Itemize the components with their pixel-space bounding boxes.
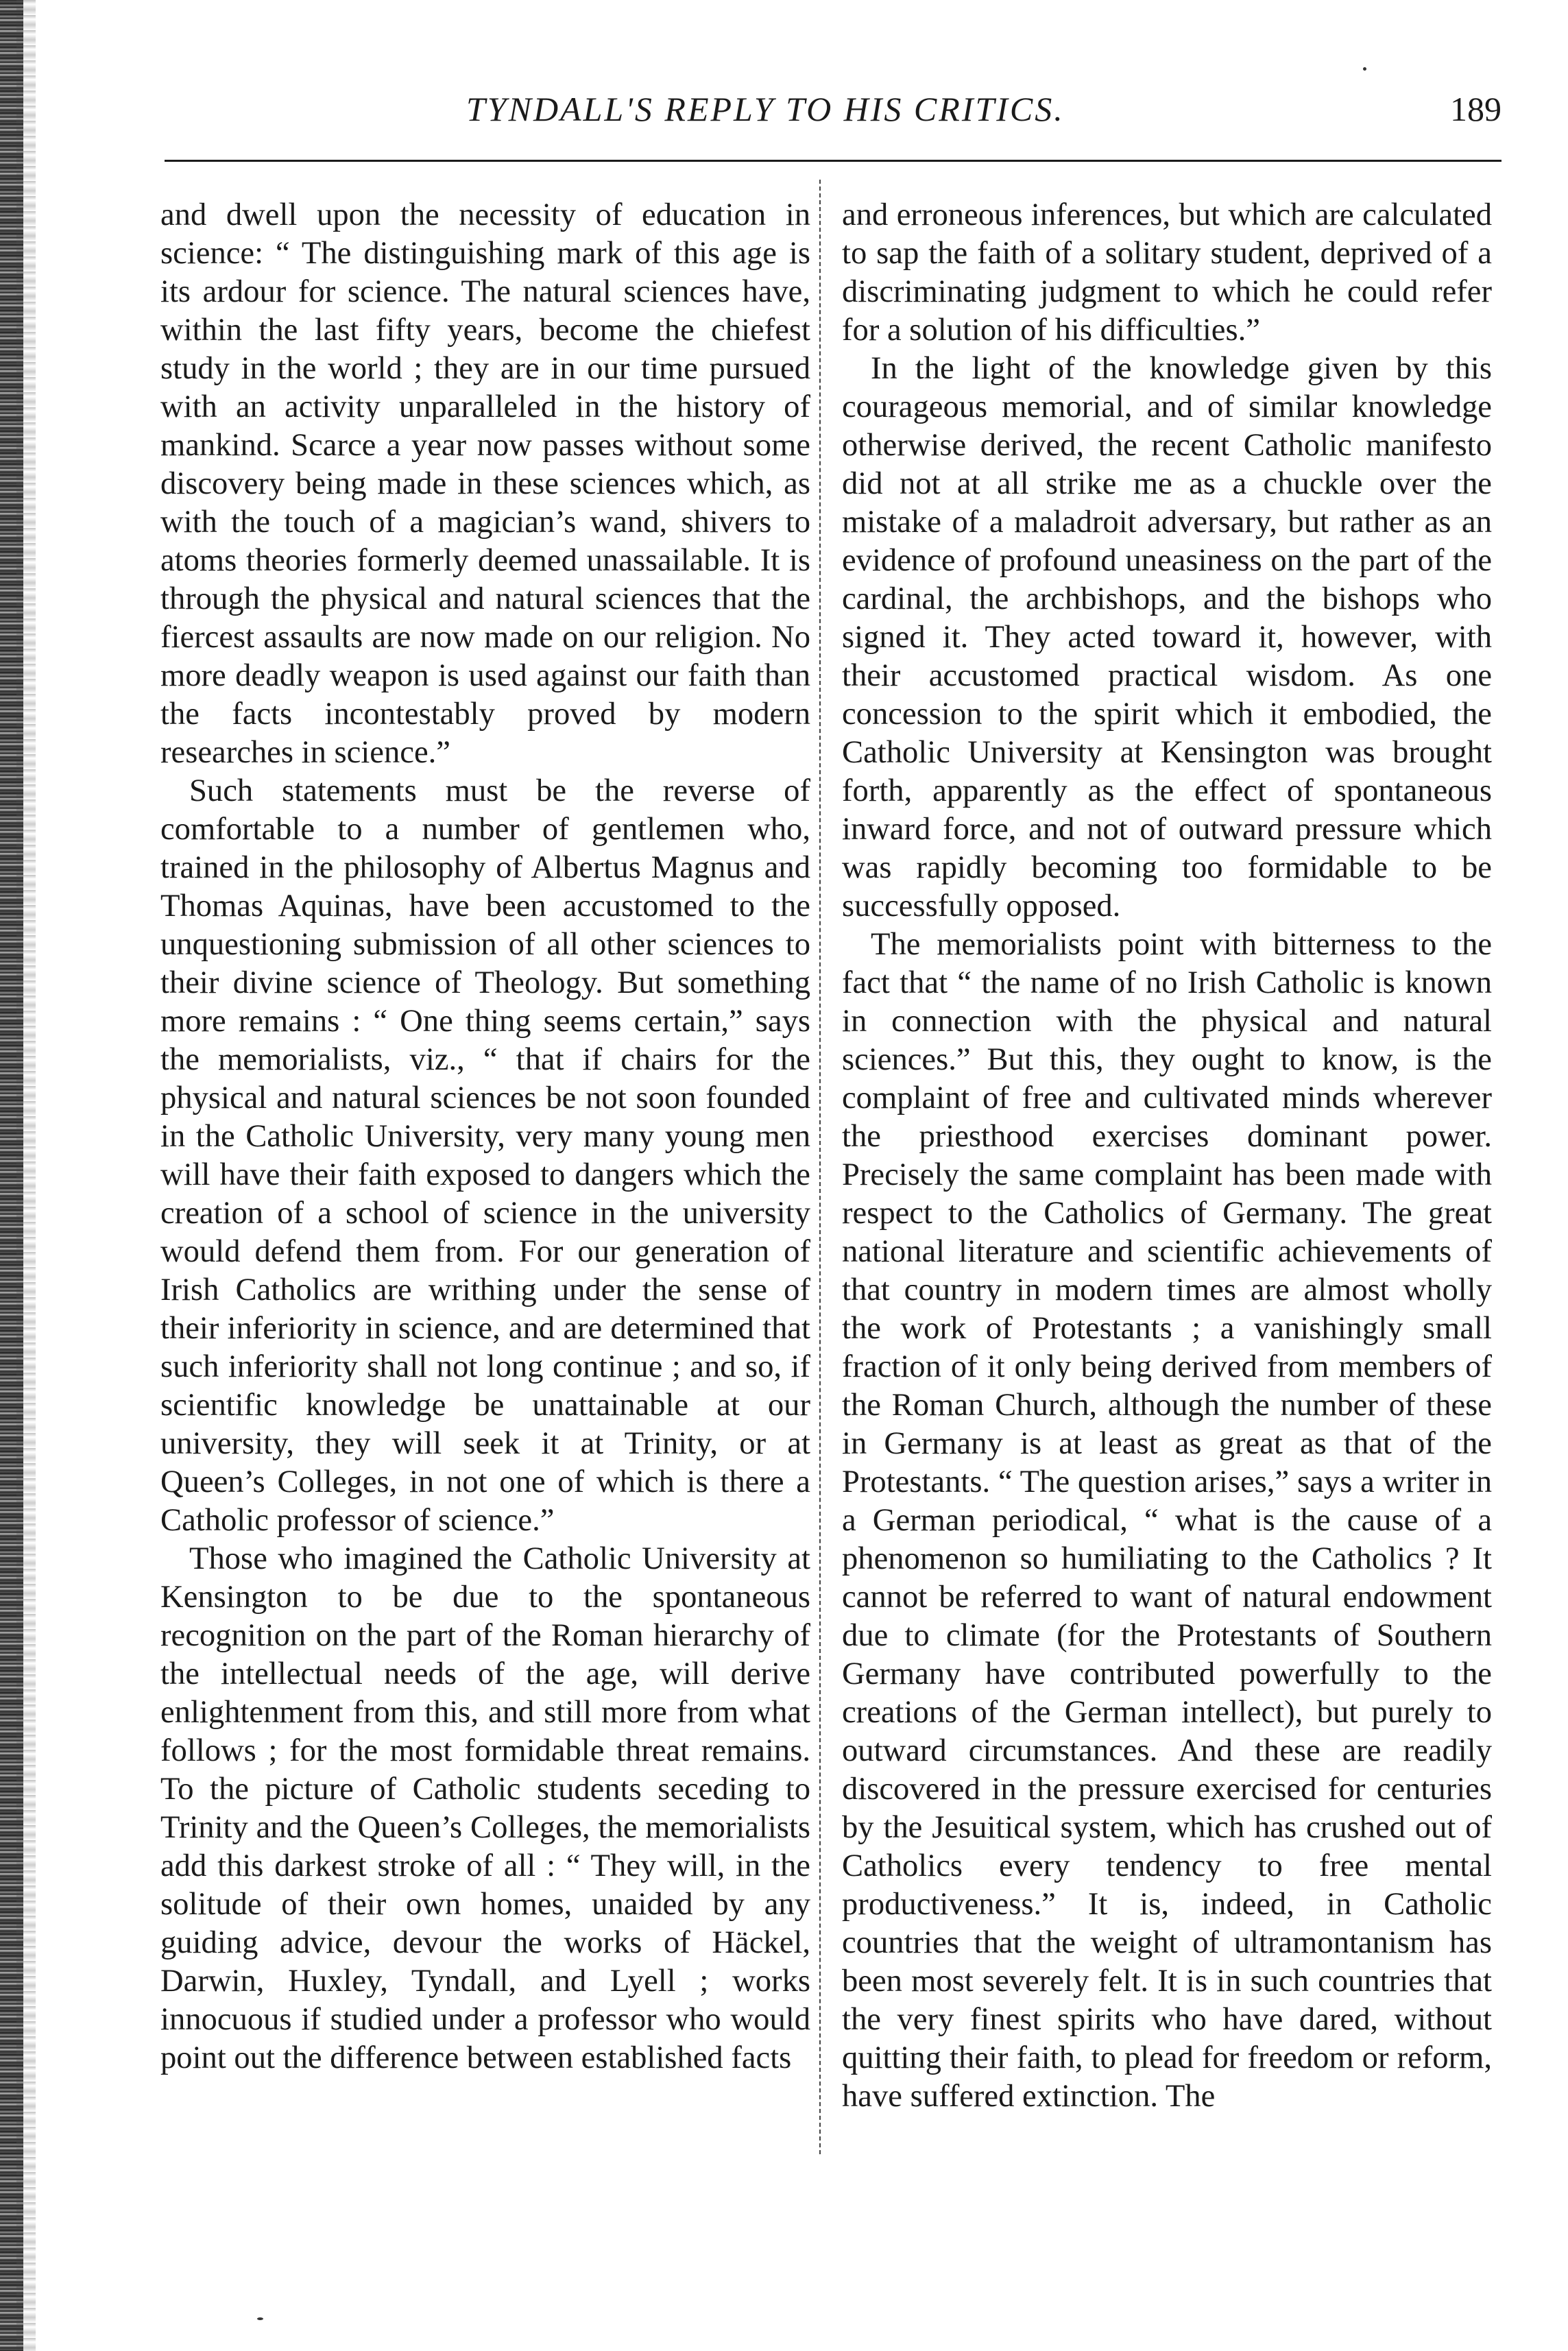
column-divider — [819, 180, 821, 2154]
print-speck — [257, 2317, 263, 2320]
left-column — [160, 195, 810, 2077]
paragraph: In the light of the knowledge given by this courageous memorial, and of similar knowledge otherwise derived, the recent Catholic manifesto did not at all strike me as a chuckle over the mistake of a maladroit adversary, but rather as an evidence of profound uneasiness on the part of the cardinal, the archbishops, and the bishops who signed it. They acted toward it, however, with their accustomed practical wisdom. As one concession to the spirit which it embodied, the Catholic University at Kensington was brought forth, apparently as the effect of spontaneous inward force, and not of outward pressure which was rapidly becoming too formidable to be successfully opposed. — [842, 350, 1492, 924]
paragraph: Such statements must be the reverse of comfortable to a number of gentlemen who, trained in the philosophy of Albertus Magnus and Thomas Aquinas, have been accustomed to the unquestioning submission of all other sciences to their divine science of Theology. But something more remains : “ One thing seems certain,” says the memorialists, viz., “ that if chairs for the physical and natural sciences be not soon founded in the Catholic University, very many young men will have their faith exposed to dangers which the creation of a school of science in the university would defend them from. For our generation of Irish Catholics are writhing under the sense of their inferiority in science, and are determined that such inferiority shall not long continue ; and so, if scientific knowledge be unattainable at our university, they will seek it at Trinity, or at Queen’s Colleges, in not one of which is there a Catholic professor of science.” — [160, 773, 810, 1538]
page-binding-edge — [0, 0, 23, 2351]
paragraph: and erroneous inferences, but which are calculated to sap the faith of a solitary student, deprived of a discriminating judgment to which he could refer for a solution of his difficulties.” — [842, 197, 1492, 348]
page-header — [165, 82, 1501, 144]
paragraph: and dwell upon the necessity of education in science: “ The distinguishing mark of this age is its ardour for science. The natural sciences have, within the last fifty years, become the chiefest study in the world ; they are in our time pursued with an activity unparalleled in the history of mankind. Scarce a year now passes without some discovery being made in these sciences which, as with the touch of a magician’s wand, shivers to atoms theories formerly deemed unassailable. It is through the physical and natural sciences that the fiercest assaults are now made on our religion. No more deadly weapon is used against our faith than the facts incontestably proved by modern researches in science.” — [160, 197, 810, 770]
running-title: TYNDALL'S REPLY TO HIS CRITICS. — [466, 90, 1065, 128]
paragraph: The memorialists point with bitterness to the fact that “ the name of no Irish Catholic is known in connection with the physical and natural sciences.” But this, they ought to know, is the complaint of free and cultivated minds wherever the priesthood exercises dominant power. Precisely the same complaint has been made with respect to the Catholics of Germany. The great national literature and scientific achievements of that country in modern times are almost wholly the work of Protestants ; a vanishingly small fraction of it only being derived from members of the Roman Church, although the number of these in Germany is at least as great as that of the Protestants. “ The question arises,” says a writer in a German periodical, “ what is the cause of a phenomenon so humiliating to the Catholics ? It cannot be referred to want of natural endowment due to climate (for the Protestants of Southern Germany have contributed powerfully to the creations of the German intellect), but purely to outward circumstances. And these are readily discovered in the pressure exercised for centuries by the Jesuitical system, which has crushed out of Catholics every tendency to free mental productiveness.” It is, indeed, in Catholic countries that the weight of ultramontanism has been most severely felt. It is in such countries that the very finest spirits who have dared, without quitting their faith, to plead for freedom or reform, have suffered extinction. The — [842, 926, 1492, 2114]
header-rule — [165, 160, 1501, 162]
print-speck — [1363, 67, 1366, 71]
page-number: 189 — [1450, 90, 1501, 128]
right-column — [842, 195, 1492, 2115]
paragraph: Those who imagined the Catholic University at Kensington to be due to the spontaneous recognition on the part of the Roman hierarchy of the intellectual needs of the age, will derive enlightenment from this, and still more from what follows ; for the most formidable threat remains. To the picture of Catholic students seceding to Trinity and the Queen’s Colleges, the memorialists add this darkest stroke of all : “ They will, in the solitude of their own homes, unaided by any guiding advice, devour the works of Häckel, Darwin, Huxley, Tyndall, and Lyell ; works innocuous if studied under a professor who would point out the difference between established facts — [160, 1541, 810, 2075]
